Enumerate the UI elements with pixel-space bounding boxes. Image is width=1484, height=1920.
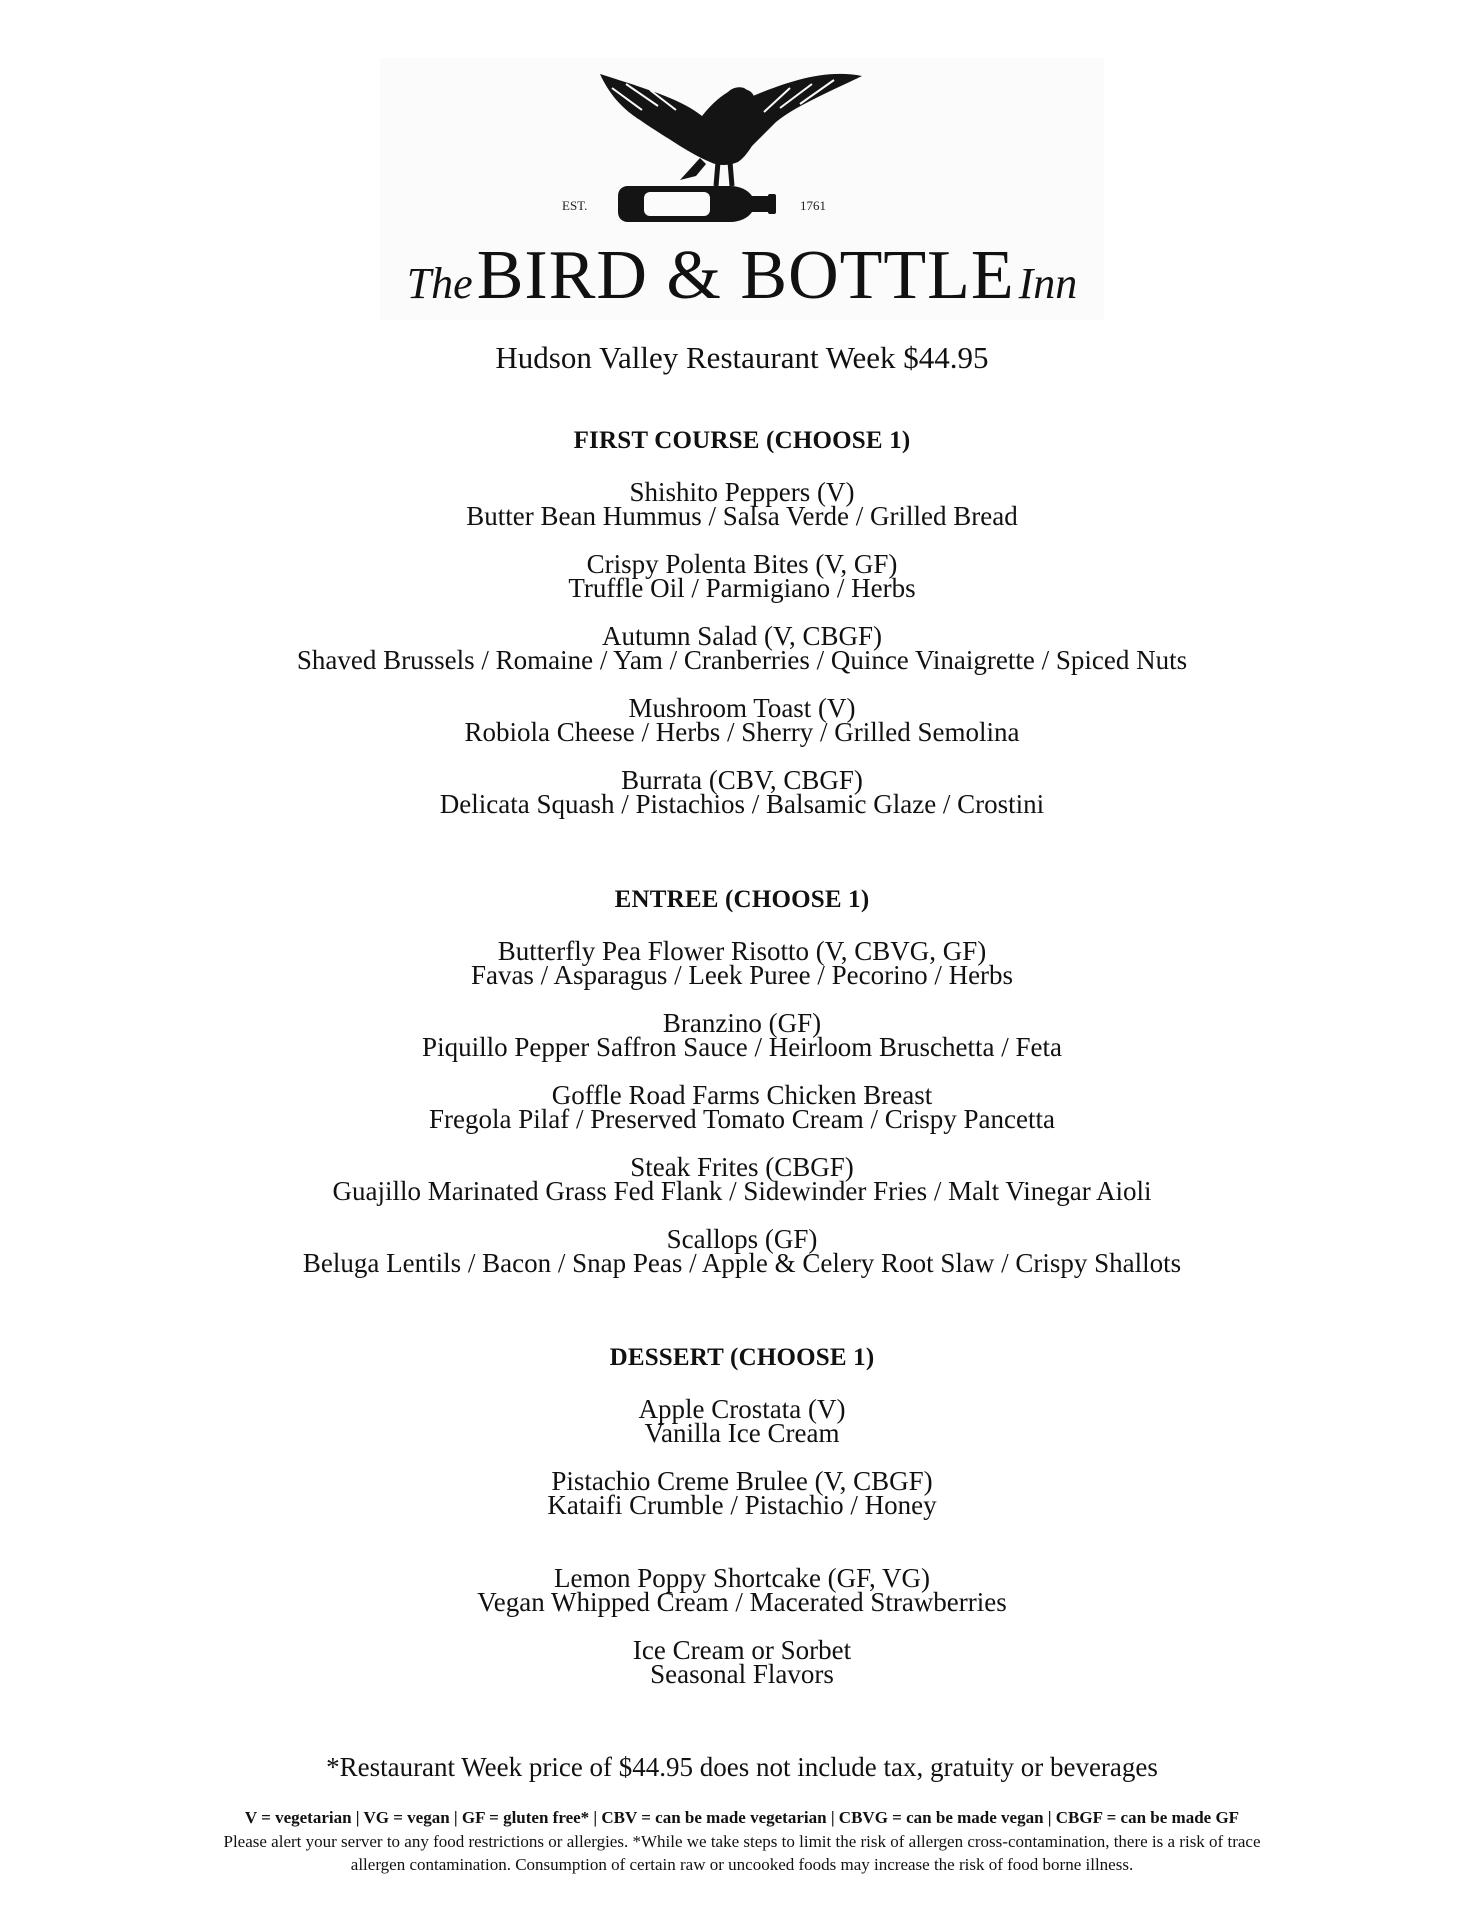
menu-item: [0, 1224, 1484, 1278]
brand-name: [380, 236, 1104, 316]
section-title-entree: ENTREE (CHOOSE 1): [614, 886, 870, 913]
menu-item: [0, 549, 1484, 603]
menu-item-desc: Favas / Asparagus / Leek Puree / Pecorino / Herbs: [470, 960, 1014, 990]
brand-main: BIRD & BOTTLE: [476, 237, 1015, 314]
brand-inn: Inn: [1018, 259, 1078, 308]
menu-item: [0, 621, 1484, 675]
section-title-first-course: FIRST COURSE (CHOOSE 1): [573, 427, 911, 454]
menu-item: [0, 693, 1484, 747]
menu-item-name: Mushroom Toast (V): [628, 693, 856, 723]
menu-item: [0, 1080, 1484, 1134]
dietary-legend: V = vegetarian | VG = vegan | GF = gluten free* | CBV = can be made vegetarian | CBVG = can be made vegan | CBGF = can be made GF: [244, 1808, 1240, 1827]
menu-item: [0, 1563, 1484, 1617]
est-label: EST.: [562, 198, 588, 213]
brand-the: The: [406, 259, 473, 308]
menu-item: [0, 936, 1484, 990]
menu-item-desc: Kataifi Crumble / Pistachio / Honey: [547, 1490, 937, 1520]
menu-item: [0, 1008, 1484, 1062]
menu-item-name: Ice Cream or Sorbet: [632, 1635, 852, 1665]
menu-item-desc: Fregola Pilaf / Preserved Tomato Cream / Crispy Pancetta: [429, 1104, 1055, 1134]
menu-item: [0, 1635, 1484, 1689]
est-year: 1761: [800, 198, 826, 213]
menu-item-name: Burrata (CBV, CBGF): [621, 765, 863, 795]
menu-item-desc: Guajillo Marinated Grass Fed Flank / Sidewinder Fries / Malt Vinegar Aioli: [332, 1176, 1152, 1206]
menu-item-name: Butterfly Pea Flower Risotto (V, CBVG, GF): [497, 936, 987, 966]
disclaimer-line: Please alert your server to any food restrictions or allergies. *While we take steps to limit the risk of allergen cross-contamination, there is a risk of trace: [223, 1832, 1261, 1851]
menu-item: [0, 1394, 1484, 1448]
price-note: *Restaurant Week price of $44.95 does not include tax, gratuity or beverages: [326, 1752, 1158, 1782]
section-title-dessert: DESSERT (CHOOSE 1): [609, 1344, 875, 1371]
menu-item: [0, 1152, 1484, 1206]
menu-item-name: Shishito Peppers (V): [629, 477, 855, 507]
menu-item-name: Scallops (GF): [666, 1224, 818, 1254]
menu-item-name: Branzino (GF): [662, 1008, 822, 1038]
menu-item-name: Lemon Poppy Shortcake (GF, VG): [553, 1563, 931, 1593]
menu-item-name: Steak Frites (CBGF): [630, 1152, 854, 1182]
menu-item-name: Autumn Salad (V, CBGF): [601, 621, 883, 651]
menu-item-desc: Piquillo Pepper Saffron Sauce / Heirloom Bruschetta / Feta: [422, 1032, 1062, 1062]
menu-item-desc: Truffle Oil / Parmigiano / Herbs: [568, 573, 916, 603]
logo: [380, 58, 1104, 320]
menu-item-name: Apple Crostata (V): [638, 1394, 846, 1424]
menu-item-name: Crispy Polenta Bites (V, GF): [586, 549, 898, 579]
menu-item-name: Goffle Road Farms Chicken Breast: [551, 1080, 933, 1110]
menu-item: [0, 765, 1484, 819]
allergy-disclaimer: [0, 1830, 1484, 1876]
menu-item-desc: Vegan Whipped Cream / Macerated Strawberries: [477, 1587, 1007, 1617]
menu-item-desc: Vanilla Ice Cream: [644, 1418, 840, 1448]
menu-item-desc: Seasonal Flavors: [650, 1659, 834, 1689]
menu-item: [0, 1466, 1484, 1520]
disclaimer-line: allergen contamination. Consumption of certain raw or uncooked foods may increase the risk of food borne illness.: [350, 1855, 1134, 1874]
menu-item-desc: Delicata Squash / Pistachios / Balsamic Glaze / Crostini: [439, 789, 1045, 819]
menu-item-desc: Butter Bean Hummus / Salsa Verde / Grilled Bread: [466, 501, 1018, 531]
menu-item-desc: Robiola Cheese / Herbs / Sherry / Grilled Semolina: [464, 717, 1020, 747]
menu-item-desc: Beluga Lentils / Bacon / Snap Peas / Apple & Celery Root Slaw / Crispy Shallots: [302, 1248, 1182, 1278]
menu-item: [0, 477, 1484, 531]
menu-item-desc: Shaved Brussels / Romaine / Yam / Cranberries / Quince Vinaigrette / Spiced Nuts: [296, 645, 1188, 675]
page-subtitle: Hudson Valley Restaurant Week $44.95: [495, 340, 989, 375]
menu-item-name: Pistachio Creme Brulee (V, CBGF): [551, 1466, 933, 1496]
